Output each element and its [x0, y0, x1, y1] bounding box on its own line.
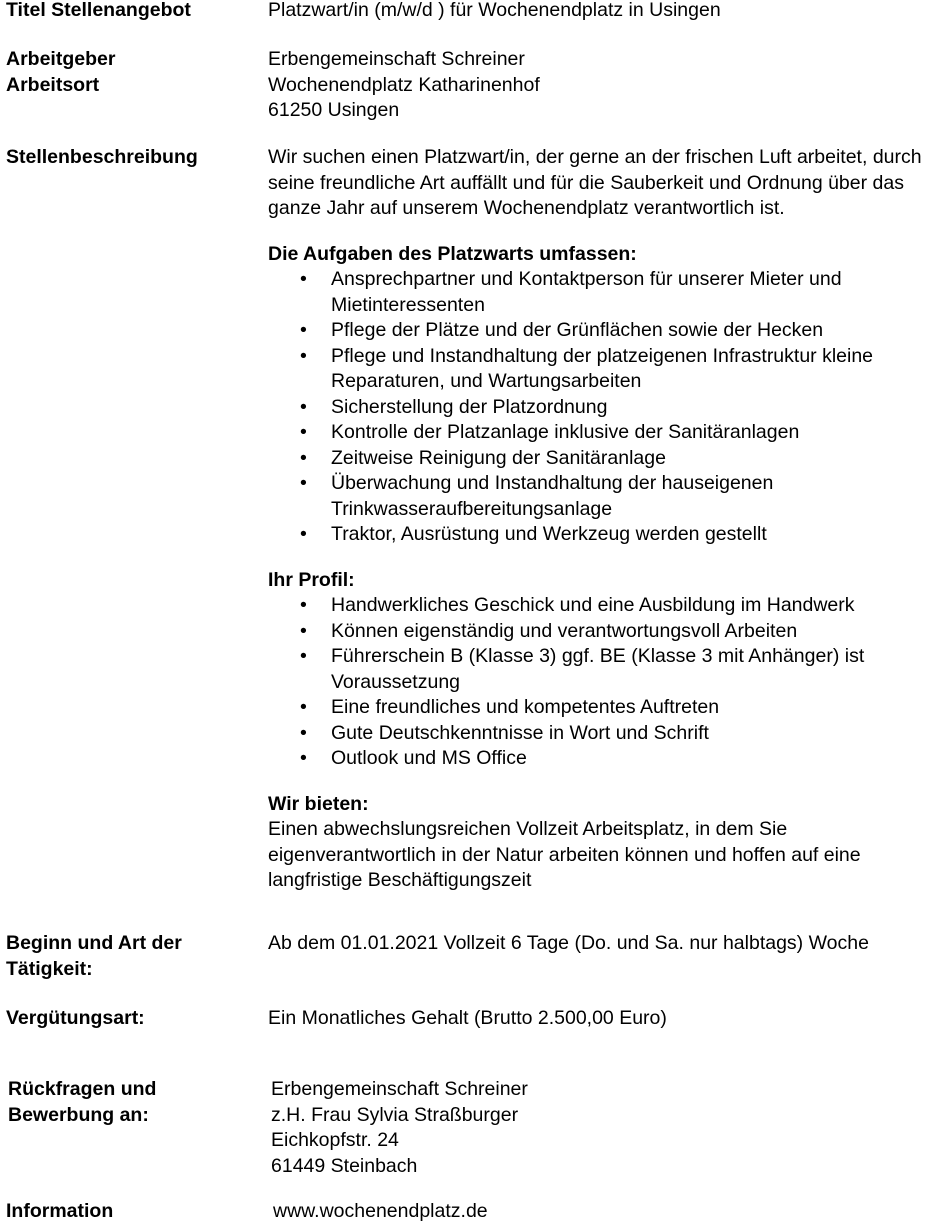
start-label [6, 931, 182, 982]
task-item: • Überwachung und Instandhaltung der hauseigenen Trinkwasseraufbereitungsanlage [268, 471, 930, 522]
location-label: Arbeitsort [6, 73, 100, 96]
title-value: Platzwart/in (m/w/d ) für Wochenendplatz in Usingen [268, 0, 721, 21]
contact-line: Eichkopfstr. 24 [271, 1129, 399, 1151]
profile-item: • Outlook und MS Office [268, 746, 930, 772]
contact-line: Erbengemeinschaft Schreiner [271, 1078, 528, 1100]
tasks-list [268, 267, 930, 548]
employer-labels [6, 47, 115, 98]
contact-label-line: Rückfragen und [8, 1078, 157, 1100]
pay-label: Vergütungsart: [6, 1007, 145, 1029]
description-intro: Wir suchen einen Platzwart/in, der gerne an der frischen Luft arbeitet, durch seine freundliche Art auffällt und für die Sauberkeit und Ordnung über das ganze Jahr auf unserem Wochenendplatz verantwortlich ist. [268, 146, 922, 219]
profile-item: • Eine freundliches und kompetentes Auftreten [268, 695, 930, 721]
info-website: www.wochenendplatz.de [273, 1200, 488, 1222]
start-label-line: Beginn und Art der [6, 932, 182, 954]
contact-line: z.H. Frau Sylvia Straßburger [271, 1103, 519, 1126]
contact-address [271, 1077, 528, 1179]
offer-text: Einen abwechslungsreichen Vollzeit Arbeitsplatz, in dem Sie eigenverantwortlich in der Natur arbeiten können und hoffen auf eine langfristige Beschäftigungszeit [268, 818, 861, 891]
profile-heading: Ihr Profil: [268, 568, 355, 591]
description-body [268, 145, 930, 894]
profile-item: • Führerschein B (Klasse 3) ggf. BE (Klasse 3 mit Anhänger) ist Voraussetzung [268, 644, 930, 695]
profile-list [268, 593, 930, 772]
pay-value: Ein Monatliches Gehalt (Brutto 2.500,00 Euro) [268, 1007, 667, 1029]
employer-address [268, 47, 540, 124]
task-item: • Zeitweise Reinigung der Sanitäranlage [268, 446, 930, 472]
profile-item: • Gute Deutschkenntnisse in Wort und Schrift [268, 721, 930, 747]
start-value: Ab dem 01.01.2021 Vollzeit 6 Tage (Do. und Sa. nur halbtags) Woche [268, 932, 869, 954]
title-label: Titel Stellenangebot [6, 0, 191, 21]
profile-item: • Handwerkliches Geschick und eine Ausbildung im Handwerk [268, 593, 930, 619]
contact-label-line: Bewerbung an: [8, 1103, 149, 1126]
task-item: • Traktor, Ausrüstung und Werkzeug werden gestellt [268, 522, 930, 548]
employer-label: Arbeitgeber [6, 48, 116, 70]
offer-heading: Wir bieten: [268, 792, 369, 815]
employer-line: Wochenendplatz Katharinenhof [268, 73, 540, 96]
start-label-line: Tätigkeit: [6, 957, 93, 980]
tasks-heading: Die Aufgaben des Platzwarts umfassen: [268, 242, 637, 265]
employer-line: 61250 Usingen [268, 99, 400, 121]
description-label: Stellenbeschreibung [6, 146, 198, 168]
task-item: • Kontrolle der Platzanlage inklusive der Sanitäranlagen [268, 420, 930, 446]
contact-line: 61449 Steinbach [271, 1154, 418, 1177]
task-item: • Pflege der Plätze und der Grünflächen sowie der Hecken [268, 318, 930, 344]
task-item: • Sicherstellung der Platzordnung [268, 395, 930, 421]
task-item: • Pflege und Instandhaltung der platzeigenen Infrastruktur kleine Reparaturen, und Wartungsarbeiten [268, 344, 930, 395]
info-label: Information [6, 1200, 114, 1222]
profile-item: • Können eigenständig und verantwortungsvoll Arbeiten [268, 619, 930, 645]
contact-label [8, 1077, 156, 1128]
task-item: • Ansprechpartner und Kontaktperson für unserer Mieter und Mietinteressenten [268, 267, 930, 318]
employer-line: Erbengemeinschaft Schreiner [268, 48, 525, 70]
